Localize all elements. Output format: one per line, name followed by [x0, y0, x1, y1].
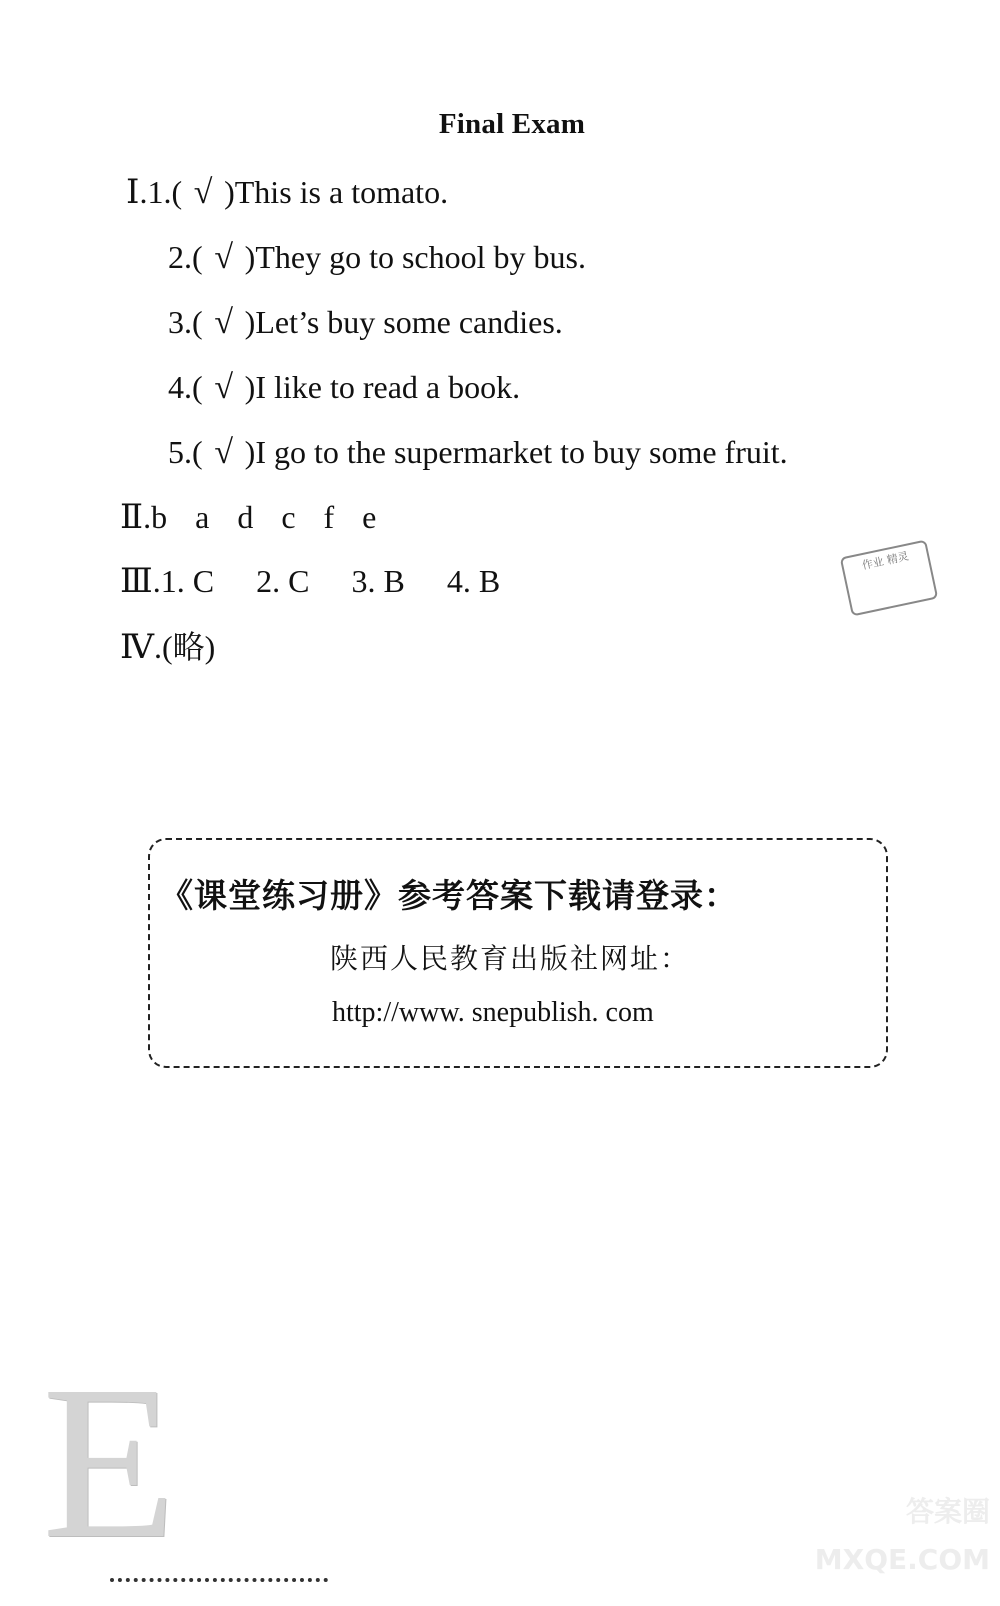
- section1-numeral: Ⅰ: [126, 174, 140, 211]
- watermark-logo: 答案圈 MXQE.COM: [814, 1495, 990, 1576]
- section4-numeral: Ⅳ: [120, 629, 154, 666]
- answer-choice: 1. C: [160, 563, 215, 599]
- item-number: 5.: [168, 434, 192, 470]
- check-icon: √: [214, 434, 233, 471]
- section3-answers: Ⅲ.1. C 2. C 3. B 4. B: [120, 563, 501, 600]
- notice-url: http://www. snepublish. com: [332, 997, 654, 1028]
- page-title: Final Exam: [438, 108, 586, 140]
- answer-text: I like to read a book.: [255, 369, 521, 405]
- corner-letter-logo: E: [42, 1340, 177, 1584]
- answer-choice: 3. B: [351, 563, 405, 599]
- item-number: 3.: [168, 304, 192, 340]
- check-icon: √: [214, 369, 233, 406]
- answer-text: They go to school by bus.: [255, 239, 586, 275]
- answer-text: (略): [161, 629, 216, 665]
- item-number: 2.: [168, 239, 192, 275]
- section1-item-3: 3.( √ )Let’s buy some candies.: [168, 304, 563, 341]
- item-number: 1.: [147, 174, 172, 210]
- section3-numeral: Ⅲ: [120, 563, 153, 600]
- answer-text: This is a tomato.: [234, 174, 449, 210]
- section2-numeral: Ⅱ: [120, 499, 144, 536]
- answer-letter: a: [195, 499, 210, 535]
- section4-answer: Ⅳ.(略): [120, 629, 216, 666]
- item-number: 4.: [168, 369, 192, 405]
- section1-item-2: 2.( √ )They go to school by bus.: [168, 239, 586, 276]
- answer-choice: 2. C: [256, 563, 310, 599]
- check-icon: √: [193, 174, 213, 211]
- section1-item-1: Ⅰ.1.( √ )This is a tomato.: [126, 174, 449, 211]
- section2-answers: Ⅱ.b a d c f e: [120, 499, 377, 536]
- answer-letter: f: [323, 499, 335, 535]
- check-icon: √: [214, 304, 233, 341]
- answer-letter: c: [281, 499, 296, 535]
- stamp-logo: 作业 精灵: [840, 540, 939, 617]
- answer-letter: d: [237, 499, 254, 535]
- answer-letter: e: [362, 499, 377, 535]
- notice-publisher: 陕西人民教育出版社网址：: [330, 942, 691, 975]
- section1-item-4: 4.( √ )I like to read a book.: [168, 369, 521, 406]
- check-icon: √: [214, 239, 233, 276]
- answer-text: I go to the supermarket to buy some fruit.: [255, 434, 788, 470]
- answer-letter: b: [151, 499, 168, 535]
- answer-text: Let’s buy some candies.: [255, 304, 563, 340]
- section1-item-5: 5.( √ )I go to the supermarket to buy some fruit.: [168, 434, 788, 471]
- bottom-divider: [110, 1578, 328, 1590]
- notice-heading: 《课堂练习册》参考答案下载请登录：: [160, 876, 738, 915]
- answer-choice: 4. B: [446, 563, 501, 599]
